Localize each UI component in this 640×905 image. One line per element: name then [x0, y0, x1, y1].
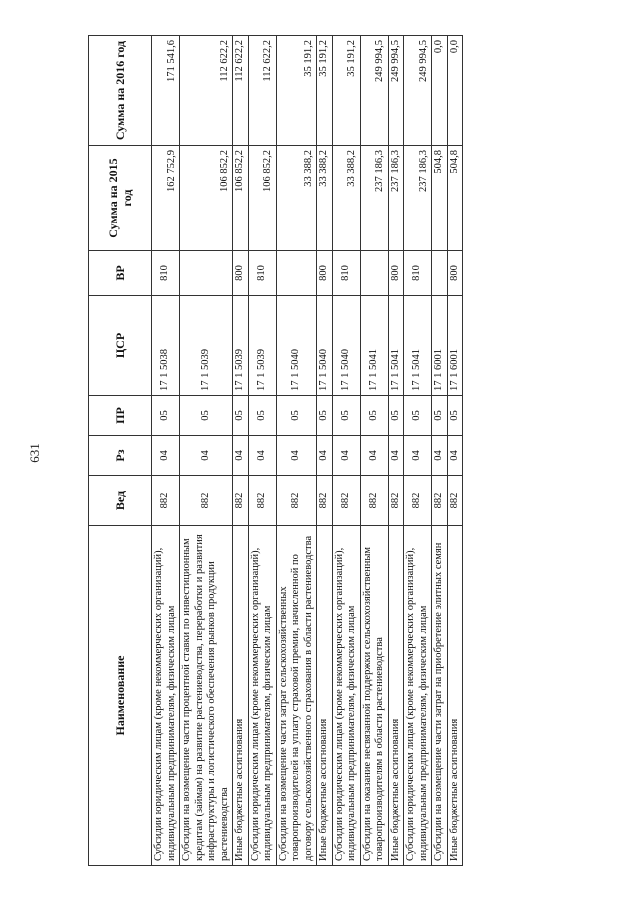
header-csr: ЦСР	[89, 296, 152, 396]
cell-ved: 882	[447, 476, 463, 526]
cell-name: Иные бюджетные ассигнования	[317, 526, 333, 866]
cell-csr: 17 1 6001	[447, 296, 463, 396]
header-vr: ВР	[89, 251, 152, 296]
cell-ved: 882	[388, 476, 404, 526]
cell-csr: 17 1 5040	[317, 296, 333, 396]
table-row	[152, 36, 180, 866]
cell-sum-2015: 504,8	[447, 146, 463, 251]
cell-rz: 04	[360, 436, 388, 476]
cell-ved: 882	[332, 476, 360, 526]
cell-sum-2015: 33 388,2	[276, 146, 317, 251]
cell-sum-2016: 35 191,2	[317, 36, 333, 146]
cell-rz: 04	[233, 436, 249, 476]
cell-rz: 04	[388, 436, 404, 476]
cell-name: Иные бюджетные ассигнования	[447, 526, 463, 866]
header-sum-2015: Сумма на 2015 год	[89, 146, 152, 251]
header-ved: Вед	[89, 476, 152, 526]
table-row	[432, 36, 448, 866]
cell-rz: 04	[404, 436, 432, 476]
cell-name: Иные бюджетные ассигнования	[233, 526, 249, 866]
cell-name: Субсидии юридическим лицам (кроме некоммерческих организаций), индивидуальным предпринимателям, физическим лицам	[332, 526, 360, 866]
cell-pr: 05	[388, 396, 404, 436]
cell-pr: 05	[276, 396, 317, 436]
cell-sum-2015: 33 388,2	[332, 146, 360, 251]
cell-rz: 04	[317, 436, 333, 476]
cell-pr: 05	[447, 396, 463, 436]
cell-sum-2015: 504,8	[432, 146, 448, 251]
cell-vr: 810	[404, 251, 432, 296]
table-row	[447, 36, 463, 866]
cell-sum-2016: 112 622,2	[180, 36, 233, 146]
cell-sum-2015: 162 752,9	[152, 146, 180, 251]
cell-sum-2016: 112 622,2	[248, 36, 276, 146]
cell-vr: 810	[152, 251, 180, 296]
cell-ved: 882	[152, 476, 180, 526]
cell-rz: 04	[180, 436, 233, 476]
cell-ved: 882	[248, 476, 276, 526]
cell-csr: 17 1 5039	[248, 296, 276, 396]
cell-rz: 04	[432, 436, 448, 476]
cell-csr: 17 1 5039	[180, 296, 233, 396]
cell-pr: 05	[248, 396, 276, 436]
cell-vr	[432, 251, 448, 296]
cell-pr: 05	[317, 396, 333, 436]
cell-csr: 17 1 5041	[388, 296, 404, 396]
header-rz: Рз	[89, 436, 152, 476]
cell-vr: 800	[447, 251, 463, 296]
cell-sum-2015: 237 186,3	[404, 146, 432, 251]
cell-rz: 04	[332, 436, 360, 476]
cell-vr	[180, 251, 233, 296]
cell-sum-2016: 249 994,5	[404, 36, 432, 146]
cell-vr: 800	[317, 251, 333, 296]
cell-sum-2015: 106 852,2	[180, 146, 233, 251]
table-row	[276, 36, 317, 866]
cell-name: Субсидии юридическим лицам (кроме некоммерческих организаций), индивидуальным предпринимателям, физическим лицам	[248, 526, 276, 866]
cell-csr: 17 1 5041	[404, 296, 432, 396]
cell-ved: 882	[432, 476, 448, 526]
cell-vr	[276, 251, 317, 296]
cell-sum-2016: 171 541,6	[152, 36, 180, 146]
cell-name: Субсидии на возмещение части затрат сельскохозяйственных товаропроизводителей на уплату страховой премии, начисленной по договору сельскохозяйственного страхования в области растениеводства	[276, 526, 317, 866]
table-row	[360, 36, 388, 866]
cell-ved: 882	[360, 476, 388, 526]
cell-rz: 04	[447, 436, 463, 476]
cell-sum-2016: 249 994,5	[360, 36, 388, 146]
cell-sum-2016: 0,0	[447, 36, 463, 146]
budget-table	[88, 35, 463, 866]
table-body	[152, 36, 463, 866]
cell-pr: 05	[332, 396, 360, 436]
cell-pr: 05	[152, 396, 180, 436]
cell-name: Субсидии на возмещение части затрат на приобретение элитных семян	[432, 526, 448, 866]
cell-pr: 05	[360, 396, 388, 436]
cell-name: Иные бюджетные ассигнования	[388, 526, 404, 866]
table-row	[404, 36, 432, 866]
cell-vr	[360, 251, 388, 296]
cell-sum-2016: 0,0	[432, 36, 448, 146]
cell-sum-2016: 249 994,5	[388, 36, 404, 146]
cell-vr: 800	[233, 251, 249, 296]
table-row	[248, 36, 276, 866]
cell-ved: 882	[233, 476, 249, 526]
cell-sum-2015: 106 852,2	[248, 146, 276, 251]
cell-sum-2016: 35 191,2	[276, 36, 317, 146]
cell-csr: 17 1 5040	[276, 296, 317, 396]
cell-csr: 17 1 6001	[432, 296, 448, 396]
header-pr: ПР	[89, 396, 152, 436]
cell-pr: 05	[404, 396, 432, 436]
table-row	[233, 36, 249, 866]
cell-csr: 17 1 5041	[360, 296, 388, 396]
table-row	[317, 36, 333, 866]
table-row	[388, 36, 404, 866]
page-number: 631	[27, 443, 42, 463]
cell-csr: 17 1 5039	[233, 296, 249, 396]
cell-name: Субсидии юридическим лицам (кроме некоммерческих организаций), индивидуальным предпринимателям, физическим лицам	[152, 526, 180, 866]
cell-vr: 800	[388, 251, 404, 296]
cell-pr: 05	[180, 396, 233, 436]
cell-vr: 810	[332, 251, 360, 296]
cell-vr: 810	[248, 251, 276, 296]
table-header-row	[89, 36, 152, 866]
cell-rz: 04	[248, 436, 276, 476]
cell-ved: 882	[404, 476, 432, 526]
cell-sum-2015: 106 852,2	[233, 146, 249, 251]
cell-pr: 05	[432, 396, 448, 436]
cell-rz: 04	[152, 436, 180, 476]
cell-name: Субсидии на оказание несвязанной поддержки сельскохозяйственным товаропроизводителям в области растениеводства	[360, 526, 388, 866]
table-row	[332, 36, 360, 866]
cell-ved: 882	[276, 476, 317, 526]
cell-name: Субсидии на возмещение части процентной ставки по инвестиционным кредитам (займам) на развитие растениеводства, переработки и развития инфраструктуры и логистического обеспечения рынков продукции растениеводства	[180, 526, 233, 866]
cell-csr: 17 1 5040	[332, 296, 360, 396]
cell-sum-2015: 237 186,3	[388, 146, 404, 251]
cell-sum-2016: 35 191,2	[332, 36, 360, 146]
cell-csr: 17 1 5038	[152, 296, 180, 396]
cell-ved: 882	[317, 476, 333, 526]
table-row	[180, 36, 233, 866]
cell-name: Субсидии юридическим лицам (кроме некоммерческих организаций), индивидуальным предпринимателям, физическим лицам	[404, 526, 432, 866]
cell-sum-2016: 112 622,2	[233, 36, 249, 146]
header-name: Наименование	[89, 526, 152, 866]
budget-table-container	[88, 36, 558, 866]
cell-ved: 882	[180, 476, 233, 526]
cell-sum-2015: 237 186,3	[360, 146, 388, 251]
cell-rz: 04	[276, 436, 317, 476]
cell-sum-2015: 33 388,2	[317, 146, 333, 251]
cell-pr: 05	[233, 396, 249, 436]
header-sum-2016: Сумма на 2016 год	[89, 36, 152, 146]
